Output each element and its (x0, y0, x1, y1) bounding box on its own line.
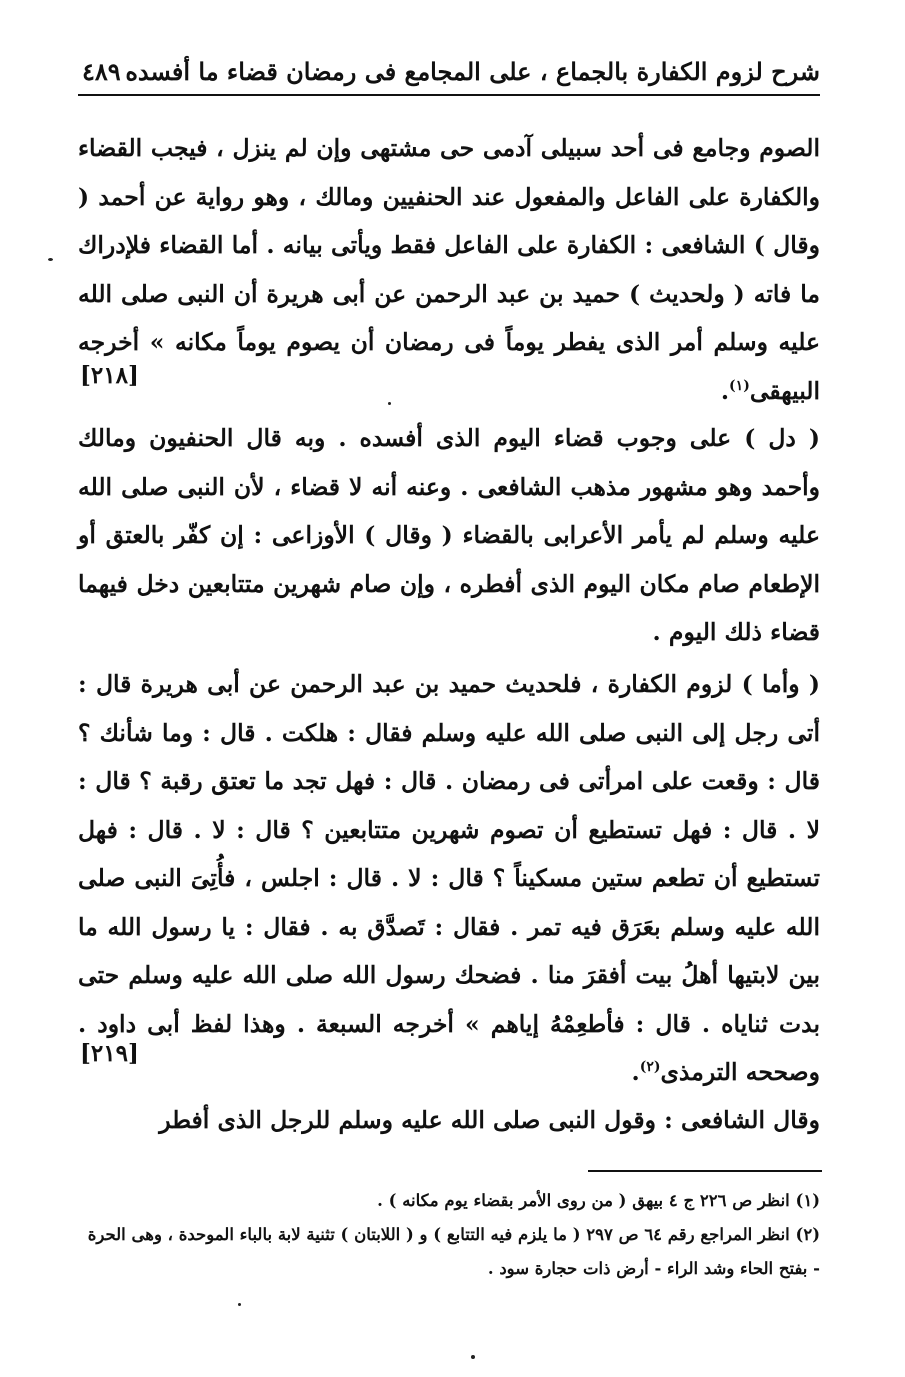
footnote-2: (٢) انظر المراجع رقم ٦٤ ص ٢٩٧ ( ما يلزم فيه التتابع ) و ( اللابتان ) تثنية لابة بالباء الموحدة ، وهى الحرة - بفتح الحاء وشد الراء - أرض ذات حجارة سود . (87, 1225, 820, 1278)
paragraph-1 (78, 124, 820, 415)
paragraph-3-text: ( وأما ) لزوم الكفارة ، فلحديث حميد بن عبد الرحمن عن أبى هريرة قال : أتى رجل إلى النبى صلى الله عليه وسلم فقال : هلكت . قال : وما شأنك ؟ قال : وقعت على امرأتى فى رمضان . قال : فهل تجد ما تعتق رقبة ؟ قال : لا . قال : فهل تستطيع أن تصوم شهرين متتابعين ؟ قال : لا . قال : فهل تستطيع أن تطعم ستين مسكيناً ؟ قال : لا . قال : اجلس ، فأُتِىَ النبى صلى الله عليه وسلم بعَرَق فيه تمر . فقال : تَصدَّق به . فقال : يا رسول الله ما بين لابتيها أهلُ بيت أفقرَ منا . فضحك رسول الله صلى الله عليه وسلم حتى بدت ثناياه . قال : فأطعِمْهُ إياهم » أخرجه السبعة . وهذا لفظ أبى داود . وصححه الترمذى (78, 670, 820, 1086)
running-header (78, 48, 820, 96)
scan-speck (388, 402, 391, 405)
running-title: شرح لزوم الكفارة بالجماع ، على المجامع فى رمضان قضاء ما أفسده (125, 56, 820, 86)
scan-speck (238, 1303, 241, 1306)
footnotes (78, 1184, 820, 1286)
paragraph-2-text: ( دل ) على وجوب قضاء اليوم الذى أفسده . وبه قال الحنفيون ومالك وأحمد وهو مشهور مذهب الشافعى . وعنه أنه لا قضاء ، لأن النبى صلى الله عليه وسلم لم يأمر الأعرابى بالقضاء ( وقال ) الأوزاعى : إن كفّر بالعتق أو الإطعام صام مكان اليوم الذى أفطره ، وإن صام شهرين متتابعين دخل فيهما قضاء ذلك اليوم . (78, 424, 820, 646)
paragraph-1-text: الصوم وجامع فى أحد سبيلى آدمى حى مشتهى وإن لم ينزل ، فيجب القضاء والكفارة على الفاعل والمفعول عند الحنفيين ومالك ، وهو رواية عن أحمد ( وقال ) الشافعى : الكفارة على الفاعل فقط ويأتى بيانه . أما القضاء فلإدراك ما فاته ( ولحديث ) حميد بن عبد الرحمن عن أبى هريرة أن النبى صلى الله عليه وسلم أمر الذى يفطر يوماً فى رمضان أن يصوم يوماً مكانه » أخرجه البيهقى (78, 134, 820, 405)
footnote-mark-2: (٢) (639, 1059, 661, 1076)
footnote-mark-1: (١) (729, 377, 750, 394)
scan-speck (48, 258, 53, 261)
hadith-ref-218: [٢١٨] (80, 362, 139, 389)
scan-speck (471, 1355, 475, 1359)
paragraph-3 (78, 660, 820, 1097)
hadith-ref-219: [٢١٩] (80, 1040, 139, 1067)
paragraph-4 (78, 1096, 820, 1145)
page-number: ٤٨٩ (82, 56, 121, 86)
paragraph-4-text: وقال الشافعى : وقول النبى صلى الله عليه وسلم للرجل الذى أفطر (159, 1106, 820, 1134)
paragraph-2 (78, 414, 820, 657)
paragraph-1-end: . (720, 376, 730, 405)
footnote-1: (١) انظر ص ٢٢٦ ج ٤ بيهق ( من روى الأمر بقضاء يوم مكانه ) . (377, 1191, 820, 1210)
footnote-divider (588, 1170, 822, 1172)
paragraph-3-end: . (631, 1058, 640, 1086)
